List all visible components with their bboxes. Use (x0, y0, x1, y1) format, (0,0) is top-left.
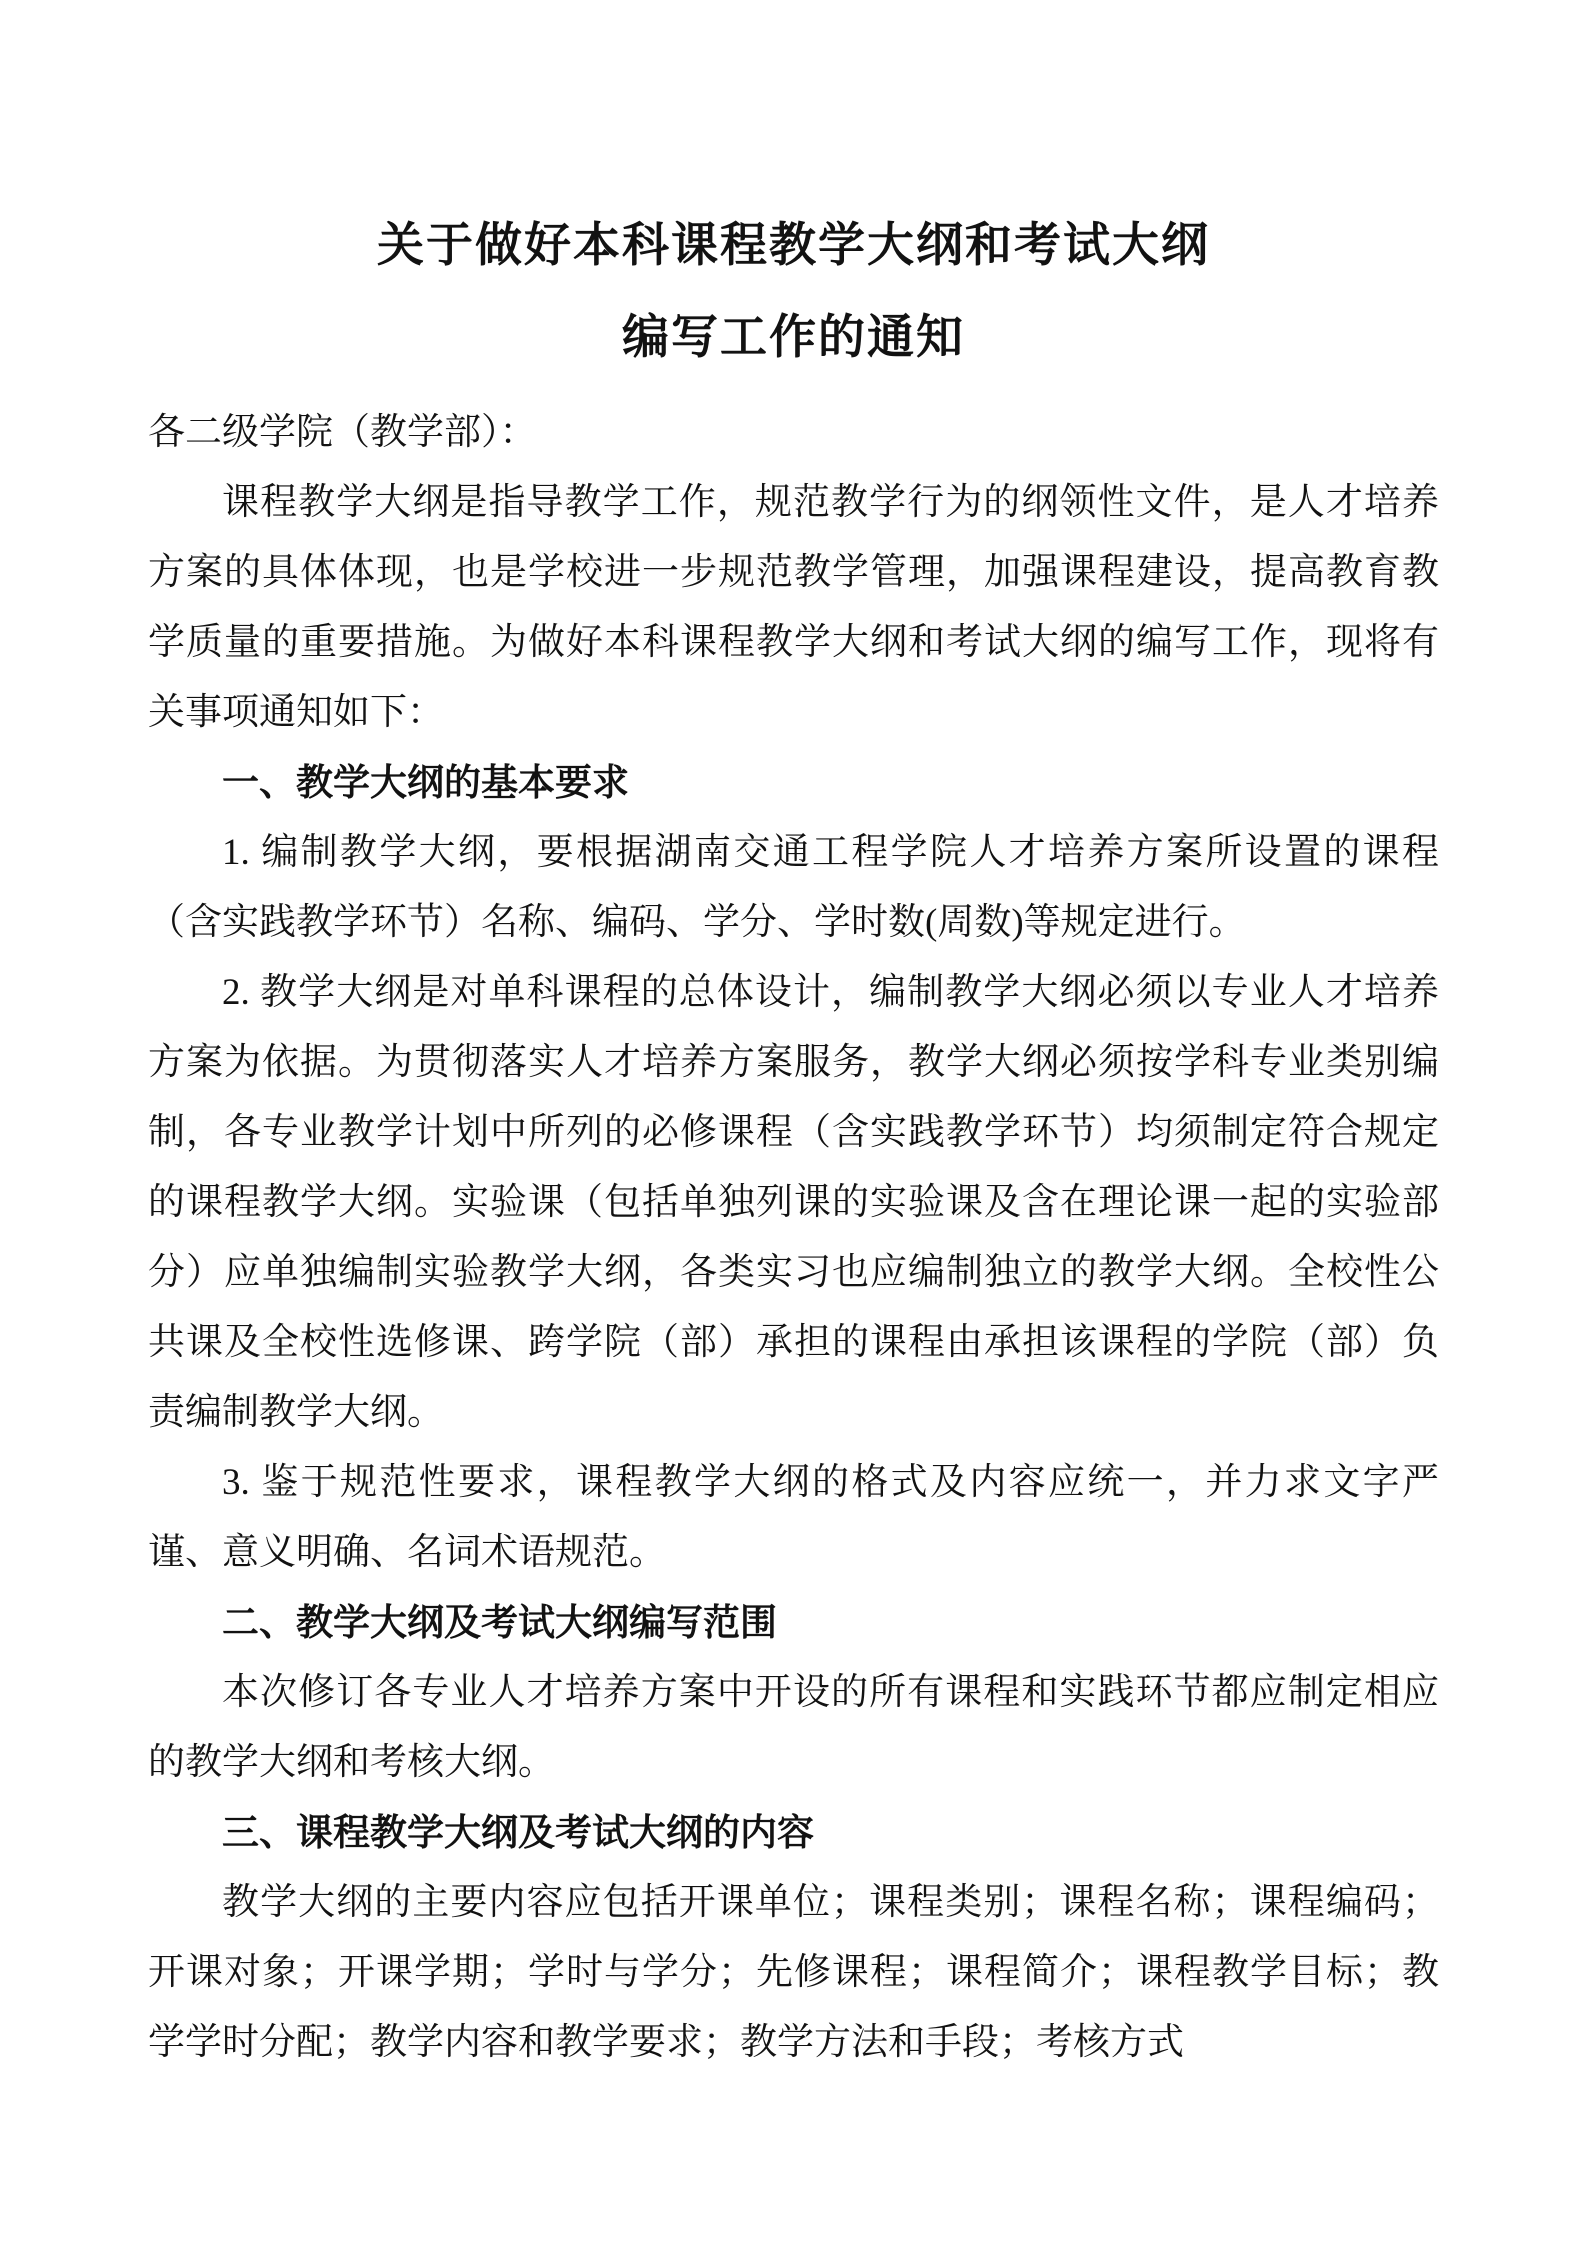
paragraph-intro: 课程教学大纲是指导教学工作，规范教学行为的纲领性文件，是人才培养方案的具体体现，也是学校进一步规范教学管理，加强课程建设，提高教育教学质量的重要措施。为做好本科课程教学大纲和考试大纲的编写工作，现将有关事项通知如下： (148, 482, 1439, 733)
section-heading-2: 二、教学大纲及考试大纲编写范围 (222, 1602, 777, 1643)
document-title-line1: 关于做好本科课程教学大纲和考试大纲 (377, 220, 1210, 272)
section-heading-3: 三、课程教学大纲及考试大纲的内容 (222, 1812, 814, 1853)
paragraph-item-2: 2. 教学大纲是对单科课程的总体设计，编制教学大纲必须以专业人才培养方案为依据。为贯彻落实人才培养方案服务，教学大纲必须按学科专业类别编制，各专业教学计划中所列的必修课程（含实践教学环节）均须制定符合规定的课程教学大纲。实验课（包括单独列课的实验课及含在理论课一起的实验部分）应单独编制实验教学大纲，各类实习也应编制独立的教学大纲。全校性公共课及全校性选修课、跨学院（部）承担的课程由承担该课程的学院（部）负责编制教学大纲。 (148, 972, 1439, 1433)
paragraph-item-3: 3. 鉴于规范性要求，课程教学大纲的格式及内容应统一，并力求文字严谨、意义明确、名词术语规范。 (148, 1462, 1439, 1573)
salutation: 各二级学院（教学部）： (148, 412, 537, 453)
document-body (148, 398, 1439, 2078)
section-heading-1: 一、教学大纲的基本要求 (222, 762, 629, 803)
paragraph-scope: 本次修订各专业人才培养方案中开设的所有课程和实践环节都应制定相应的教学大纲和考核大纲。 (148, 1672, 1439, 1783)
paragraph-item-1: 1. 编制教学大纲，要根据湖南交通工程学院人才培养方案所设置的课程（含实践教学环节）名称、编码、学分、学时数(周数)等规定进行。 (148, 832, 1439, 943)
document-title (148, 200, 1439, 384)
document-title-line2: 编写工作的通知 (622, 312, 965, 364)
paragraph-content-list: 教学大纲的主要内容应包括开课单位；课程类别；课程名称；课程编码；开课对象；开课学期；学时与学分；先修课程；课程简介；课程教学目标；教学学时分配；教学内容和教学要求；教学方法和手段；考核方式 (148, 1882, 1439, 2063)
